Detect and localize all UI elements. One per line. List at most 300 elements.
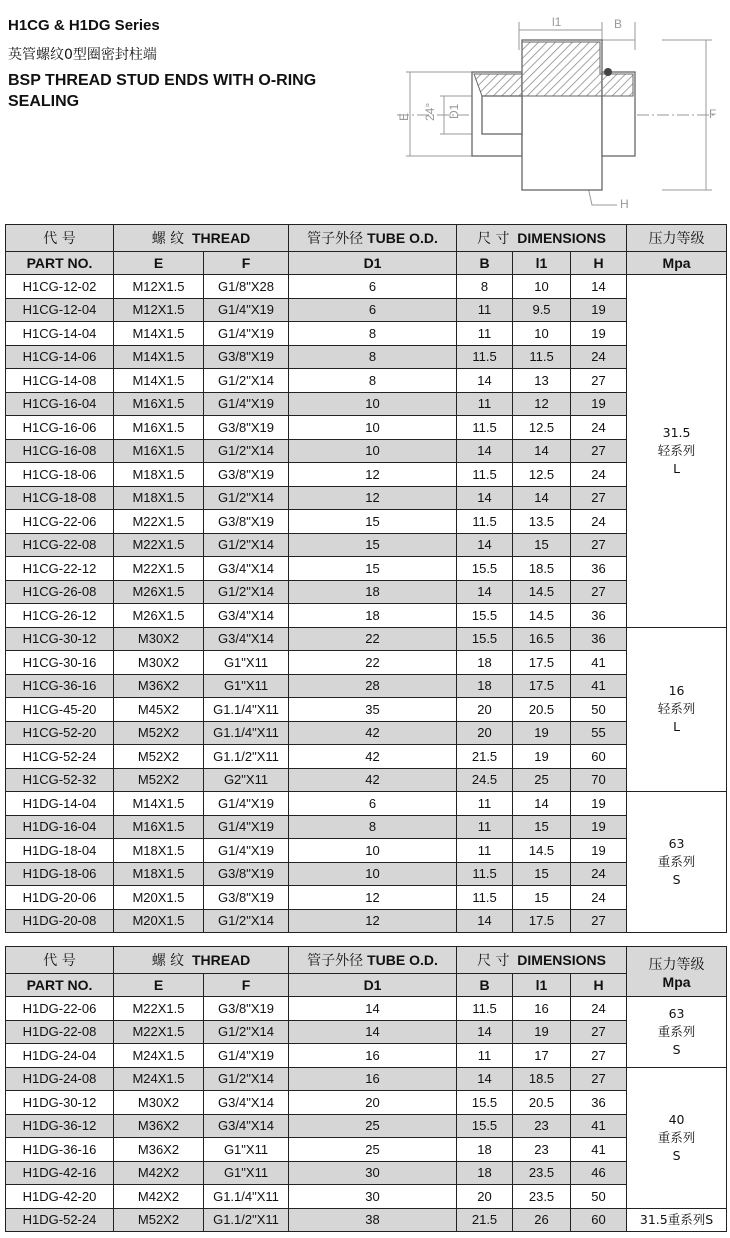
thread-e-cell: M20X1.5 — [114, 909, 204, 933]
thread-f-cell: G1"X11 — [204, 674, 289, 698]
thread-e-cell: M16X1.5 — [114, 416, 204, 440]
pressure-header-cn: 压力等级 — [627, 225, 727, 252]
part-no-cell: H1CG-14-04 — [6, 322, 114, 346]
part-no-cell: H1DG-24-04 — [6, 1044, 114, 1068]
part-no-cell: H1DG-36-12 — [6, 1114, 114, 1138]
tube-od-cell: 25 — [289, 1114, 457, 1138]
dim-l1-cell: 18.5 — [513, 557, 571, 581]
col-e-header: E — [114, 252, 204, 275]
dim-l1-cell: 17 — [513, 1044, 571, 1068]
part-no-header-cn: 代 号 — [6, 225, 114, 252]
tube-od-cell: 8 — [289, 322, 457, 346]
part-no-cell: H1CG-52-32 — [6, 768, 114, 792]
thread-e-cell: M52X2 — [114, 1208, 204, 1232]
part-no-cell: H1CG-16-06 — [6, 416, 114, 440]
tube-od-cell: 16 — [289, 1067, 457, 1091]
dim-b-cell: 20 — [457, 721, 513, 745]
col-d1-header: D1 — [289, 974, 457, 997]
dim-h-cell: 36 — [571, 1091, 627, 1115]
thread-f-cell: G1.1/4"X11 — [204, 1185, 289, 1209]
dim-h-cell: 24 — [571, 886, 627, 910]
pressure-series: 轻系列 — [657, 442, 696, 458]
parts-table-2 — [5, 946, 727, 1232]
thread-f-cell: G3/4"X14 — [204, 1091, 289, 1115]
table-row — [6, 674, 727, 698]
thread-e-cell: M22X1.5 — [114, 510, 204, 534]
dim-l1-cell: 14 — [513, 792, 571, 816]
dim-h-cell: 19 — [571, 392, 627, 416]
thread-e-cell: M16X1.5 — [114, 815, 204, 839]
part-no-cell: H1CG-14-08 — [6, 369, 114, 393]
dim-h-cell: 36 — [571, 627, 627, 651]
part-no-cell: H1CG-26-12 — [6, 604, 114, 628]
table-row — [6, 839, 727, 863]
dim-h-cell: 70 — [571, 768, 627, 792]
thread-f-cell: G1/4"X19 — [204, 792, 289, 816]
thread-f-cell: G1/8"X28 — [204, 275, 289, 299]
dim-l1-cell: 23.5 — [513, 1161, 571, 1185]
thread-e-cell: M18X1.5 — [114, 486, 204, 510]
dim-b-cell: 11 — [457, 322, 513, 346]
tube-od-cell: 35 — [289, 698, 457, 722]
part-no-cell: H1DG-20-06 — [6, 886, 114, 910]
part-no-cell: H1CG-26-08 — [6, 580, 114, 604]
dim-b-cell: 14 — [457, 486, 513, 510]
thread-e-cell: M14X1.5 — [114, 369, 204, 393]
dim-h-cell: 36 — [571, 557, 627, 581]
dim-b-cell: 11 — [457, 298, 513, 322]
dim-b-cell: 14 — [457, 439, 513, 463]
table-row — [6, 698, 727, 722]
dim-b-cell: 11.5 — [457, 862, 513, 886]
dim-l1-cell: 15 — [513, 815, 571, 839]
part-no-cell: H1CG-36-16 — [6, 674, 114, 698]
pressure-value: 31.5 — [662, 424, 691, 440]
pressure-code: L — [673, 719, 681, 735]
dim-b-cell: 11 — [457, 839, 513, 863]
col-e-header: E — [114, 974, 204, 997]
thread-e-cell: M26X1.5 — [114, 580, 204, 604]
dim-l1-cell: 23 — [513, 1138, 571, 1162]
thread-f-cell: G3/8"X19 — [204, 463, 289, 487]
thread-e-cell: M14X1.5 — [114, 322, 204, 346]
dim-h-cell: 27 — [571, 580, 627, 604]
part-no-cell: H1CG-14-06 — [6, 345, 114, 369]
dim-h-cell: 24 — [571, 510, 627, 534]
pressure-code: L — [673, 460, 681, 476]
part-no-cell: H1CG-30-16 — [6, 651, 114, 675]
dim-h-cell: 50 — [571, 698, 627, 722]
thread-e-cell: M14X1.5 — [114, 345, 204, 369]
table-row — [6, 886, 727, 910]
part-no-cell: H1CG-18-08 — [6, 486, 114, 510]
thread-e-cell: M52X2 — [114, 768, 204, 792]
col-d1-header: D1 — [289, 252, 457, 275]
dim-b-cell: 11.5 — [457, 997, 513, 1021]
dim-l1-cell: 25 — [513, 768, 571, 792]
svg-text:D1: D1 — [447, 103, 461, 119]
dim-h-cell: 19 — [571, 839, 627, 863]
fitting-cross-section-drawing — [392, 10, 722, 215]
dim-l1-cell: 26 — [513, 1208, 571, 1232]
tube-od-cell: 15 — [289, 510, 457, 534]
thread-f-cell: G3/8"X19 — [204, 510, 289, 534]
part-no-cell: H1DG-18-06 — [6, 862, 114, 886]
dim-l1-cell: 12.5 — [513, 416, 571, 440]
table-row — [6, 298, 727, 322]
table-row — [6, 1138, 727, 1162]
pressure-value: 40 — [668, 1111, 685, 1127]
thread-e-cell: M22X1.5 — [114, 533, 204, 557]
tube-od-cell: 15 — [289, 533, 457, 557]
dim-h-cell: 24 — [571, 997, 627, 1021]
tube-od-cell: 16 — [289, 1044, 457, 1068]
thread-f-cell: G1/4"X19 — [204, 392, 289, 416]
dim-b-cell: 15.5 — [457, 1091, 513, 1115]
dim-l1-cell: 14.5 — [513, 604, 571, 628]
thread-f-cell: G1.1/2"X11 — [204, 1208, 289, 1232]
dim-l1-cell: 13.5 — [513, 510, 571, 534]
pressure-group-cell — [627, 275, 727, 628]
table-row — [6, 463, 727, 487]
tube-od-cell: 6 — [289, 792, 457, 816]
dim-h-cell: 55 — [571, 721, 627, 745]
dim-h-cell: 41 — [571, 1114, 627, 1138]
dim-b-cell: 20 — [457, 1185, 513, 1209]
table-row — [6, 1185, 727, 1209]
tube-od-cell: 20 — [289, 1091, 457, 1115]
dim-b-cell: 11.5 — [457, 510, 513, 534]
thread-e-cell: M36X2 — [114, 1138, 204, 1162]
thread-f-cell: G1"X11 — [204, 1161, 289, 1185]
thread-f-cell: G1/4"X19 — [204, 815, 289, 839]
part-no-cell: H1DG-16-04 — [6, 815, 114, 839]
thread-f-cell: G1"X11 — [204, 1138, 289, 1162]
part-no-cell: H1DG-22-06 — [6, 997, 114, 1021]
dim-l1-cell: 12 — [513, 392, 571, 416]
dim-l1-cell: 14.5 — [513, 580, 571, 604]
thread-e-cell: M24X1.5 — [114, 1044, 204, 1068]
thread-f-cell: G1/4"X19 — [204, 298, 289, 322]
part-no-cell: H1DG-14-04 — [6, 792, 114, 816]
table-row — [6, 580, 727, 604]
dim-l1-cell: 17.5 — [513, 909, 571, 933]
part-no-cell: H1DG-30-12 — [6, 1091, 114, 1115]
part-no-cell: H1CG-22-12 — [6, 557, 114, 581]
thread-f-cell: G3/8"X19 — [204, 886, 289, 910]
dim-l1-cell: 19 — [513, 1020, 571, 1044]
pressure-group-cell — [627, 1067, 727, 1208]
dim-b-cell: 14 — [457, 909, 513, 933]
thread-e-cell: M42X2 — [114, 1185, 204, 1209]
thread-f-cell: G1/2"X14 — [204, 1067, 289, 1091]
thread-e-cell: M20X1.5 — [114, 886, 204, 910]
dim-h-cell: 27 — [571, 486, 627, 510]
part-no-cell: H1DG-24-08 — [6, 1067, 114, 1091]
thread-e-cell: M36X2 — [114, 674, 204, 698]
tube-od-cell: 12 — [289, 486, 457, 510]
dim-h-cell: 50 — [571, 1185, 627, 1209]
pressure-group-cell — [627, 627, 727, 792]
table-row — [6, 909, 727, 933]
table-row — [6, 1114, 727, 1138]
dim-h-cell: 27 — [571, 369, 627, 393]
table-row — [6, 1020, 727, 1044]
table-row — [6, 392, 727, 416]
col-f-header: F — [204, 252, 289, 275]
tube-od-cell: 10 — [289, 416, 457, 440]
dim-b-cell: 21.5 — [457, 1208, 513, 1232]
dim-l1-cell: 23 — [513, 1114, 571, 1138]
table-row — [6, 510, 727, 534]
dim-b-cell: 14 — [457, 1067, 513, 1091]
col-h-header: H — [571, 252, 627, 275]
dim-b-cell: 11 — [457, 1044, 513, 1068]
part-no-cell: H1DG-20-08 — [6, 909, 114, 933]
dim-b-cell: 24.5 — [457, 768, 513, 792]
pressure-value: 63 — [668, 1005, 685, 1021]
pressure-header: 压力等级 Mpa — [627, 947, 727, 997]
thread-f-cell: G3/8"X19 — [204, 862, 289, 886]
dim-l1-cell: 14 — [513, 439, 571, 463]
thread-f-cell: G3/4"X14 — [204, 604, 289, 628]
table-row — [6, 345, 727, 369]
svg-text:B: B — [614, 17, 623, 31]
dim-h-cell: 27 — [571, 909, 627, 933]
dim-l1-cell: 18.5 — [513, 1067, 571, 1091]
tube-od-cell: 12 — [289, 909, 457, 933]
dim-h-cell: 24 — [571, 416, 627, 440]
thread-e-cell: M36X2 — [114, 1114, 204, 1138]
table-row — [6, 768, 727, 792]
dim-h-cell: 27 — [571, 439, 627, 463]
part-no-cell: H1CG-22-06 — [6, 510, 114, 534]
table-row — [6, 997, 727, 1021]
dim-l1-cell: 17.5 — [513, 651, 571, 675]
thread-f-cell: G2"X11 — [204, 768, 289, 792]
thread-e-cell: M52X2 — [114, 721, 204, 745]
tube-od-cell: 18 — [289, 580, 457, 604]
tube-od-cell: 12 — [289, 463, 457, 487]
thread-e-cell: M24X1.5 — [114, 1067, 204, 1091]
table-row — [6, 721, 727, 745]
part-no-cell: H1CG-16-04 — [6, 392, 114, 416]
thread-f-cell: G1/2"X14 — [204, 1020, 289, 1044]
dim-h-cell: 41 — [571, 651, 627, 675]
tube-od-cell: 8 — [289, 345, 457, 369]
dim-b-cell: 20 — [457, 698, 513, 722]
tube-od-cell: 18 — [289, 604, 457, 628]
dim-l1-cell: 10 — [513, 322, 571, 346]
dim-b-cell: 14 — [457, 369, 513, 393]
dim-b-cell: 11.5 — [457, 463, 513, 487]
thread-f-cell: G1/2"X14 — [204, 439, 289, 463]
table-row — [6, 1208, 727, 1232]
thread-f-cell: G1/2"X14 — [204, 909, 289, 933]
dim-b-cell: 15.5 — [457, 604, 513, 628]
part-no-cell: H1DG-42-16 — [6, 1161, 114, 1185]
thread-f-cell: G3/4"X14 — [204, 1114, 289, 1138]
dim-h-cell: 46 — [571, 1161, 627, 1185]
tube-od-header: 管子外径 TUBE O.D. — [289, 225, 457, 252]
tube-od-cell: 10 — [289, 392, 457, 416]
parts-table-1 — [5, 224, 727, 933]
thread-f-cell: G1/4"X19 — [204, 322, 289, 346]
part-no-cell: H1CG-22-08 — [6, 533, 114, 557]
dim-h-cell: 19 — [571, 792, 627, 816]
dim-l1-cell: 17.5 — [513, 674, 571, 698]
dim-l1-cell: 15 — [513, 886, 571, 910]
tube-od-cell: 10 — [289, 439, 457, 463]
dim-h-cell: 24 — [571, 862, 627, 886]
pressure-value: 16 — [668, 683, 685, 699]
dim-h-cell: 41 — [571, 674, 627, 698]
table-row — [6, 862, 727, 886]
dim-b-cell: 11.5 — [457, 886, 513, 910]
part-no-header-cn: 代 号 — [6, 947, 114, 974]
dim-h-cell: 19 — [571, 815, 627, 839]
part-no-cell: H1CG-52-24 — [6, 745, 114, 769]
table-row — [6, 604, 727, 628]
thread-e-cell: M18X1.5 — [114, 839, 204, 863]
dim-h-cell: 27 — [571, 533, 627, 557]
dim-b-cell: 11 — [457, 392, 513, 416]
thread-e-cell: M12X1.5 — [114, 275, 204, 299]
tube-od-cell: 28 — [289, 674, 457, 698]
table-row — [6, 627, 727, 651]
dim-b-cell: 18 — [457, 1138, 513, 1162]
tube-od-cell: 6 — [289, 298, 457, 322]
dim-b-cell: 14 — [457, 1020, 513, 1044]
col-b-header: B — [457, 252, 513, 275]
part-no-cell: H1CG-52-20 — [6, 721, 114, 745]
thread-f-cell: G3/4"X14 — [204, 627, 289, 651]
series-title: H1CG & H1DG Series — [8, 17, 160, 34]
tube-od-cell: 15 — [289, 557, 457, 581]
dim-h-cell: 36 — [571, 604, 627, 628]
tube-od-cell: 30 — [289, 1161, 457, 1185]
dim-l1-cell: 23.5 — [513, 1185, 571, 1209]
dim-h-cell: 19 — [571, 298, 627, 322]
dim-h-cell: 24 — [571, 463, 627, 487]
dim-l1-cell: 11.5 — [513, 345, 571, 369]
tube-od-cell: 6 — [289, 275, 457, 299]
thread-e-cell: M16X1.5 — [114, 439, 204, 463]
thread-header: 螺 纹 THREAD — [114, 225, 289, 252]
part-no-cell: H1DG-18-04 — [6, 839, 114, 863]
table-row — [6, 1044, 727, 1068]
table-row — [6, 416, 727, 440]
thread-e-cell: M30X2 — [114, 1091, 204, 1115]
thread-f-cell: G3/8"X19 — [204, 416, 289, 440]
tube-od-header: 管子外径 TUBE O.D. — [289, 947, 457, 974]
tube-od-cell: 8 — [289, 369, 457, 393]
tube-od-cell: 8 — [289, 815, 457, 839]
dim-h-cell: 27 — [571, 1067, 627, 1091]
col-l1-header: l1 — [513, 974, 571, 997]
pressure-group-cell — [627, 997, 727, 1068]
dim-l1-cell: 19 — [513, 745, 571, 769]
thread-e-cell: M30X2 — [114, 627, 204, 651]
table-row — [6, 1161, 727, 1185]
part-no-cell: H1CG-12-04 — [6, 298, 114, 322]
dim-l1-cell: 15 — [513, 533, 571, 557]
tube-od-cell: 42 — [289, 721, 457, 745]
pressure-code: S — [672, 1041, 681, 1057]
dim-l1-cell: 10 — [513, 275, 571, 299]
thread-f-cell: G1"X11 — [204, 651, 289, 675]
dim-b-cell: 11 — [457, 792, 513, 816]
table-row — [6, 815, 727, 839]
thread-f-cell: G3/4"X14 — [204, 557, 289, 581]
thread-f-cell: G3/8"X19 — [204, 997, 289, 1021]
dimensions-header: 尺 寸 DIMENSIONS — [457, 225, 627, 252]
dim-b-cell: 14 — [457, 580, 513, 604]
pressure-series: 重系列 — [657, 854, 696, 869]
svg-text:H: H — [620, 197, 629, 211]
part-no-header: PART NO. — [6, 974, 114, 997]
pressure-series: 重系列 — [657, 1023, 696, 1039]
dim-b-cell: 8 — [457, 275, 513, 299]
dim-l1-cell: 16 — [513, 997, 571, 1021]
pressure-unit-header: Mpa — [627, 252, 727, 275]
thread-f-cell: G1/2"X14 — [204, 533, 289, 557]
dim-l1-cell: 12.5 — [513, 463, 571, 487]
dim-b-cell: 18 — [457, 651, 513, 675]
part-no-cell: H1CG-12-02 — [6, 275, 114, 299]
dim-b-cell: 11.5 — [457, 416, 513, 440]
dim-l1-cell: 14 — [513, 486, 571, 510]
table-row — [6, 439, 727, 463]
tube-od-cell: 10 — [289, 839, 457, 863]
thread-f-cell: G1/2"X14 — [204, 486, 289, 510]
part-no-cell: H1DG-36-16 — [6, 1138, 114, 1162]
thread-e-cell: M30X2 — [114, 651, 204, 675]
thread-e-cell: M22X1.5 — [114, 557, 204, 581]
dim-h-cell: 41 — [571, 1138, 627, 1162]
tube-od-cell: 14 — [289, 1020, 457, 1044]
table-row — [6, 557, 727, 581]
dim-b-cell: 11 — [457, 815, 513, 839]
table-row — [6, 322, 727, 346]
table-row — [6, 486, 727, 510]
part-no-cell: H1CG-16-08 — [6, 439, 114, 463]
tube-od-cell: 42 — [289, 768, 457, 792]
thread-e-cell: M22X1.5 — [114, 997, 204, 1021]
dim-h-cell: 60 — [571, 1208, 627, 1232]
table-row — [6, 651, 727, 675]
dim-l1-cell: 9.5 — [513, 298, 571, 322]
pressure-series: 轻系列 — [657, 701, 696, 717]
thread-f-cell: G1/4"X19 — [204, 1044, 289, 1068]
pressure-code: S — [672, 872, 681, 887]
dim-h-cell: 24 — [571, 345, 627, 369]
thread-e-cell: M26X1.5 — [114, 604, 204, 628]
table-row — [6, 1067, 727, 1091]
pressure-value: 31.5重系列S — [639, 1211, 714, 1227]
col-b-header: B — [457, 974, 513, 997]
part-no-cell: H1CG-18-06 — [6, 463, 114, 487]
part-no-cell: H1CG-45-20 — [6, 698, 114, 722]
tube-od-cell: 38 — [289, 1208, 457, 1232]
svg-text:E: E — [397, 112, 411, 121]
dim-l1-cell: 14.5 — [513, 839, 571, 863]
pressure-group-cell — [627, 792, 727, 933]
svg-text:l1: l1 — [552, 15, 562, 29]
tube-od-cell: 22 — [289, 627, 457, 651]
chinese-title: 英管螺纹0型圈密封柱端 — [8, 47, 157, 63]
thread-e-cell: M12X1.5 — [114, 298, 204, 322]
